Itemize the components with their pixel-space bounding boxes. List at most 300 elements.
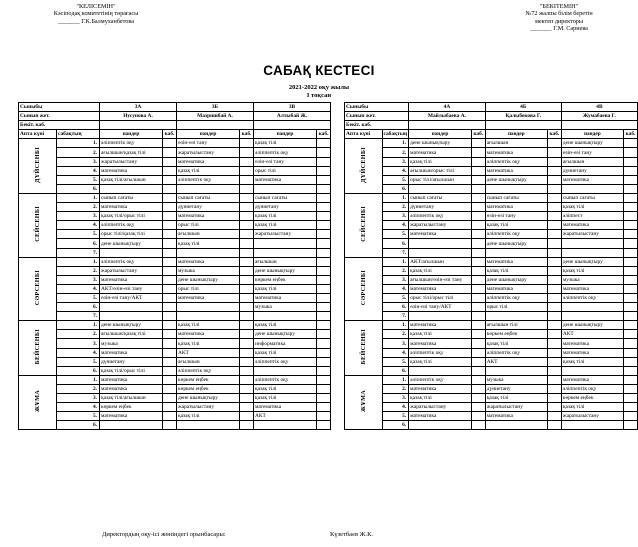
cabinet-cell (163, 193, 177, 202)
lesson-number: 2. (57, 330, 100, 339)
lesson-number: 4. (57, 166, 100, 175)
subject-cell (254, 366, 317, 375)
subject-cell: жаратылыстану (254, 230, 317, 239)
cabinet-cell (547, 375, 561, 384)
lesson-number: 5. (382, 293, 409, 302)
subject-cell: ағылшын/қазақ тілі (100, 148, 163, 157)
cabinet-cell (163, 366, 177, 375)
subject-cell: музыка (561, 275, 623, 284)
subject-cell: әліппептік оқу (409, 212, 472, 221)
cabinet-cell (163, 403, 177, 412)
cabinet-cell (471, 412, 485, 421)
subject-cell: АКТ (177, 348, 240, 357)
subject-cell: жаратылыстану (100, 157, 163, 166)
subject-cell: орыс тілі (254, 166, 317, 175)
subject-cell: өзін-өзі тану (254, 157, 317, 166)
cabinet-cell (624, 421, 638, 430)
subject-cell: әліппептік оқу (409, 375, 472, 384)
cabinet-cell (471, 266, 485, 275)
lesson-number: 1. (57, 257, 100, 266)
lesson-row (345, 239, 638, 248)
cabinet-cell (624, 348, 638, 357)
subject-cell: дүниетану (409, 203, 472, 212)
subject-cell: АКТ (254, 412, 317, 421)
subject-cell (409, 312, 472, 321)
cabinet-cell (317, 384, 331, 393)
subject-cell (561, 421, 623, 430)
cabinet-cell (240, 348, 254, 357)
day-name: СЕЙСЕНБІ (359, 205, 367, 242)
lesson-number: 6. (382, 303, 409, 312)
cabinet-cell (317, 221, 331, 230)
subject-cell: математика (177, 257, 240, 266)
cabinet-cell (547, 357, 561, 366)
subject-cell: қазақ тілі (409, 357, 472, 366)
cabinet-header: каб. (317, 130, 331, 139)
cabinet-cell (240, 193, 254, 202)
subject-cell: математика (409, 384, 472, 393)
subject-cell: ағылшын тілі (485, 321, 547, 330)
lesson-row (19, 203, 331, 212)
subject-cell: математика (177, 293, 240, 302)
lesson-row (345, 203, 638, 212)
approval-left-title: "КЕЛІСЕМІН" (76, 3, 116, 10)
cabinet-cell (561, 121, 637, 130)
cabinet-cell (624, 257, 638, 266)
cabinet-cell (163, 139, 177, 148)
cabinet-cell (624, 193, 638, 202)
subject-cell: математика (561, 348, 623, 357)
class-name: 4А (409, 103, 486, 112)
cabinet-cell (163, 166, 177, 175)
cabinet-cell (317, 203, 331, 212)
cabinet-cell (240, 303, 254, 312)
subject-cell: әліппептік оқу (100, 221, 163, 230)
subject-cell (100, 312, 163, 321)
lesson-row (19, 275, 331, 284)
lesson-row (19, 330, 331, 339)
day-name: СӘРСЕНБІ (359, 269, 367, 306)
cabinet-cell (163, 293, 177, 302)
cabinet-cell (240, 148, 254, 157)
lesson-row (345, 384, 638, 393)
cabinet-cell (624, 330, 638, 339)
lesson-number: 1. (57, 193, 100, 202)
cabinet-cell (471, 339, 485, 348)
cabinet-cell (317, 248, 331, 257)
day-cell (345, 139, 383, 194)
subject-cell: дүниетану (561, 166, 623, 175)
day-name: ДҮЙСЕНБІ (359, 146, 367, 183)
subject-cell: жаратылыстану (561, 230, 623, 239)
lesson-number: 2. (57, 384, 100, 393)
subject-cell: көркем еңбек (100, 403, 163, 412)
cabinet-cell (547, 148, 561, 157)
class-row (345, 103, 638, 112)
lesson-number: 7. (57, 248, 100, 257)
subject-cell: қазақ тілі/ағылшын (100, 175, 163, 184)
subject-cell: орыс тілі (177, 284, 240, 293)
lesson-row (19, 157, 331, 166)
subject-cell: музыка (485, 375, 547, 384)
cabinet-cell (547, 175, 561, 184)
cabinet-cell (624, 184, 638, 193)
lesson-row (19, 248, 331, 257)
day-cell (345, 257, 383, 321)
cabinet-cell (163, 394, 177, 403)
day-cell (345, 193, 383, 257)
cabinet-cell (317, 330, 331, 339)
subject-cell: математика (100, 375, 163, 384)
subject-cell: орыс тілі (177, 221, 240, 230)
lesson-row (345, 394, 638, 403)
cabinet-cell (485, 121, 561, 130)
lesson-row (19, 193, 331, 202)
subject-cell: көркем еңбек (561, 394, 623, 403)
week-day-header: Апта күні (19, 130, 57, 139)
cabinet-cell (240, 412, 254, 421)
subject-cell: әліппептік оқу (100, 139, 163, 148)
lesson-number: 3. (382, 394, 409, 403)
cabinet-cell (471, 330, 485, 339)
lesson-row (345, 184, 638, 193)
cabinet-cell (547, 403, 561, 412)
cabinet-cell (547, 275, 561, 284)
subject-cell: математика (100, 275, 163, 284)
cabinet-header: каб. (240, 130, 254, 139)
subject-cell (561, 239, 623, 248)
cabinet-cell (317, 175, 331, 184)
subject-cell: дене шынықтыру (485, 239, 547, 248)
lesson-row (19, 348, 331, 357)
day-cell (345, 375, 383, 430)
cabinet-cell (163, 257, 177, 266)
subject-cell: өзін-өзі тану (485, 212, 547, 221)
lesson-row (19, 403, 331, 412)
cabinet-row-label: Бекіт. каб. (19, 121, 100, 130)
cabinet-cell (240, 403, 254, 412)
subject-cell: сынып сағаты (409, 193, 472, 202)
lesson-row (19, 375, 331, 384)
cabinet-cell (547, 157, 561, 166)
cabinet-cell (317, 366, 331, 375)
cabinet-cell (409, 121, 486, 130)
lesson-row (345, 275, 638, 284)
schedule-table-right (344, 102, 638, 430)
subject-cell: қазақ тілі (409, 266, 472, 275)
subject-header: пәндер (561, 130, 623, 139)
lesson-number: 4. (382, 348, 409, 357)
class-name: 3Б (177, 103, 254, 112)
cabinet-cell (547, 330, 561, 339)
cabinet-cell (624, 412, 638, 421)
cabinet-cell (547, 384, 561, 393)
lesson-number-header: сабақтың (57, 130, 100, 139)
subject-cell: математика (100, 412, 163, 421)
cabinet-cell (624, 394, 638, 403)
lesson-row (345, 357, 638, 366)
lesson-number: 5. (382, 412, 409, 421)
subject-cell: математика (561, 339, 623, 348)
cabinet-cell (471, 184, 485, 193)
cabinet-cell (547, 212, 561, 221)
cabinet-cell (163, 284, 177, 293)
cabinet-cell (471, 312, 485, 321)
subject-cell: әліппептік оқу (409, 348, 472, 357)
lesson-row (19, 312, 331, 321)
lesson-number: 1. (57, 321, 100, 330)
cabinet-cell (471, 230, 485, 239)
cabinet-cell (163, 248, 177, 257)
cabinet-cell (240, 248, 254, 257)
cabinet-cell (624, 175, 638, 184)
cabinet-cell (624, 230, 638, 239)
lesson-number-header: сабақтың (383, 131, 408, 138)
subject-cell: математика (561, 284, 623, 293)
lesson-number: 4. (382, 166, 409, 175)
lesson-number: 3. (382, 339, 409, 348)
lesson-number: 3. (57, 339, 100, 348)
subject-cell: әліппептік оқу (254, 357, 317, 366)
lesson-row (19, 148, 331, 157)
subject-cell: әліппептік оқу (177, 175, 240, 184)
schedule-panel-right (344, 102, 638, 430)
lesson-number: 2. (382, 384, 409, 393)
day-name: ЖҰМА (34, 390, 41, 413)
subject-cell: қазақ тілі (561, 203, 623, 212)
subject-cell: математика (254, 293, 317, 302)
subject-cell: қазақ тілі (177, 412, 240, 421)
lesson-number: 3. (57, 212, 100, 221)
cabinet-cell (547, 366, 561, 375)
cabinet-cell (471, 257, 485, 266)
cabinet-cell (471, 357, 485, 366)
subject-cell: қазақ тілі (254, 212, 317, 221)
cabinet-cell (163, 384, 177, 393)
subject-cell: қазақ тілі (254, 394, 317, 403)
cabinet-cell (317, 193, 331, 202)
semester: І тоқсан (306, 92, 332, 99)
lesson-row (345, 312, 638, 321)
lesson-number: 7. (57, 312, 100, 321)
cabinet-cell (547, 348, 561, 357)
cabinet-cell (317, 230, 331, 239)
lesson-number: 1. (382, 375, 409, 384)
cabinet-cell (547, 257, 561, 266)
day-cell (19, 139, 57, 194)
subject-cell (177, 421, 240, 430)
subject-cell (254, 248, 317, 257)
cabinet-cell (163, 375, 177, 384)
lesson-row (19, 266, 331, 275)
subject-cell: орыс тілі/ағылшын (409, 175, 472, 184)
cabinet-cell (317, 394, 331, 403)
cabinet-cell (547, 239, 561, 248)
day-cell (19, 375, 57, 430)
cabinet-cell (163, 266, 177, 275)
subject-cell: қазақ тілі (254, 348, 317, 357)
cabinet-cell (547, 421, 561, 430)
subject-cell: АКТ (485, 357, 547, 366)
cabinet-cell (471, 321, 485, 330)
footer-name: Күзетбаев Ж.К. (330, 531, 374, 538)
cabinet-cell (624, 284, 638, 293)
cabinet-cell (471, 284, 485, 293)
cabinet-cell (471, 348, 485, 357)
subject-cell: дене шынықтыру (100, 321, 163, 330)
cabinet-row-label: Бекіт. каб. (345, 121, 409, 130)
lesson-row (345, 212, 638, 221)
cabinet-cell (177, 121, 254, 130)
subject-cell: информатика (254, 339, 317, 348)
subject-cell: математика (561, 175, 623, 184)
cabinet-cell (471, 139, 485, 148)
subject-cell: әліппест (561, 212, 623, 221)
lesson-number: 4. (382, 403, 409, 412)
lesson-number: 5. (57, 175, 100, 184)
cabinet-cell (547, 412, 561, 421)
lesson-row (19, 221, 331, 230)
cabinet-cell (240, 239, 254, 248)
cabinet-cell (547, 166, 561, 175)
cabinet-cell (317, 266, 331, 275)
subject-cell: әліппептік оқу (254, 148, 317, 157)
lesson-number: 6. (57, 239, 100, 248)
subject-cell: математика (100, 384, 163, 393)
subject-cell: қазақ тілі (177, 239, 240, 248)
cabinet-cell (317, 139, 331, 148)
cabinet-cell (240, 184, 254, 193)
lesson-row (19, 175, 331, 184)
class-row-label: Сыныбы (345, 103, 409, 112)
day-name: СЕЙСЕНБІ (34, 205, 41, 242)
lesson-row (19, 184, 331, 193)
subject-cell: ағылшын (485, 139, 547, 148)
subject-cell: математика (177, 330, 240, 339)
cabinet-cell (317, 339, 331, 348)
cabinet-cell (240, 275, 254, 284)
subject-cell: математика (485, 257, 547, 266)
subject-cell (485, 184, 547, 193)
lesson-number: 6. (382, 421, 409, 430)
lesson-number: 1. (57, 375, 100, 384)
cabinet-cell (471, 275, 485, 284)
subject-cell: ағылшын (254, 257, 317, 266)
cabinet-cell (240, 384, 254, 393)
subject-cell: дене шынықтыру (561, 321, 623, 330)
subject-cell: ағылшын/өзін-өзі тану (409, 275, 472, 284)
cabinet-cell (624, 275, 638, 284)
subject-cell: жаратылыстану (409, 221, 472, 230)
cabinet-cell (317, 257, 331, 266)
subject-cell (485, 366, 547, 375)
cabinet-cell (624, 384, 638, 393)
cabinet-cell (624, 248, 638, 257)
cabinet-cell (624, 366, 638, 375)
subject-cell: әліппептік оқу (485, 230, 547, 239)
subject-cell (561, 312, 623, 321)
subject-cell: дене шынықтыру (254, 330, 317, 339)
subject-cell: дене шынықтыру (485, 275, 547, 284)
lesson-row (345, 321, 638, 330)
cabinet-cell (240, 330, 254, 339)
subject-cell: музыка (254, 303, 317, 312)
subject-cell: әліппептік оқу (485, 293, 547, 302)
cabinet-cell (624, 375, 638, 384)
subject-cell: қазақ тілі (409, 394, 472, 403)
cabinet-cell (471, 403, 485, 412)
lesson-number: 5. (57, 357, 100, 366)
subject-cell (561, 303, 623, 312)
class-name: 4В (561, 103, 637, 112)
lesson-number: 6. (57, 421, 100, 430)
lesson-row (19, 366, 331, 375)
subject-cell: математика (485, 284, 547, 293)
cabinet-cell (163, 148, 177, 157)
lesson-row (345, 193, 638, 202)
subject-cell: сынып сағаты (485, 193, 547, 202)
cabinet-cell (163, 321, 177, 330)
approval-right-position: №72 жалпы білім беретін (525, 10, 593, 18)
cabinet-cell (317, 321, 331, 330)
cabinet-cell (163, 221, 177, 230)
subject-cell: математика (485, 203, 547, 212)
approval-left-signature: _______ Г.К.Балмуханбетова (58, 17, 134, 25)
lesson-row (19, 166, 331, 175)
lesson-number: 3. (57, 394, 100, 403)
cabinet-cell (547, 303, 561, 312)
cabinet-cell (624, 139, 638, 148)
footer-role: Директордың оқу-ісі жөніндегі орынбасары: (102, 531, 226, 538)
subject-cell: математика (177, 157, 240, 166)
subject-cell (409, 248, 472, 257)
cabinet-cell (624, 266, 638, 275)
cabinet-cell (624, 221, 638, 230)
cabinet-cell (240, 230, 254, 239)
lesson-row (345, 366, 638, 375)
subject-header: пәндер (177, 130, 240, 139)
subject-cell: көркем еңбек (254, 275, 317, 284)
subject-cell: математика (409, 148, 472, 157)
subject-cell (100, 421, 163, 430)
cabinet-cell (240, 366, 254, 375)
cabinet-cell (240, 212, 254, 221)
subject-cell: жаратылыстану (409, 403, 472, 412)
subject-cell: қазақ тілі (409, 330, 472, 339)
cabinet-cell (163, 230, 177, 239)
subject-cell: көркем еңбек (485, 330, 547, 339)
cabinet-cell (240, 394, 254, 403)
cabinet-cell (317, 275, 331, 284)
subject-cell: өзін-өзі тану/АКТ (409, 303, 472, 312)
lesson-number: 2. (382, 148, 409, 157)
subject-cell: әліппептік оқу (254, 375, 317, 384)
cabinet-cell (240, 166, 254, 175)
subject-cell: ағылшын (561, 157, 623, 166)
subject-cell: қазақ тілі (254, 384, 317, 393)
lesson-number: 2. (382, 266, 409, 275)
lesson-row (345, 348, 638, 357)
subject-cell: көркем еңбек (177, 384, 240, 393)
cabinet-cell (163, 303, 177, 312)
cabinet-header: каб. (471, 130, 485, 139)
cabinet-header: каб. (163, 130, 177, 139)
subject-cell: ағылшын/қазақ тілі (100, 330, 163, 339)
subject-cell: әліппептік оқу (485, 348, 547, 357)
subject-cell: жаратылыстану (100, 266, 163, 275)
cabinet-cell (547, 230, 561, 239)
subject-cell: ағылшын (177, 357, 240, 366)
